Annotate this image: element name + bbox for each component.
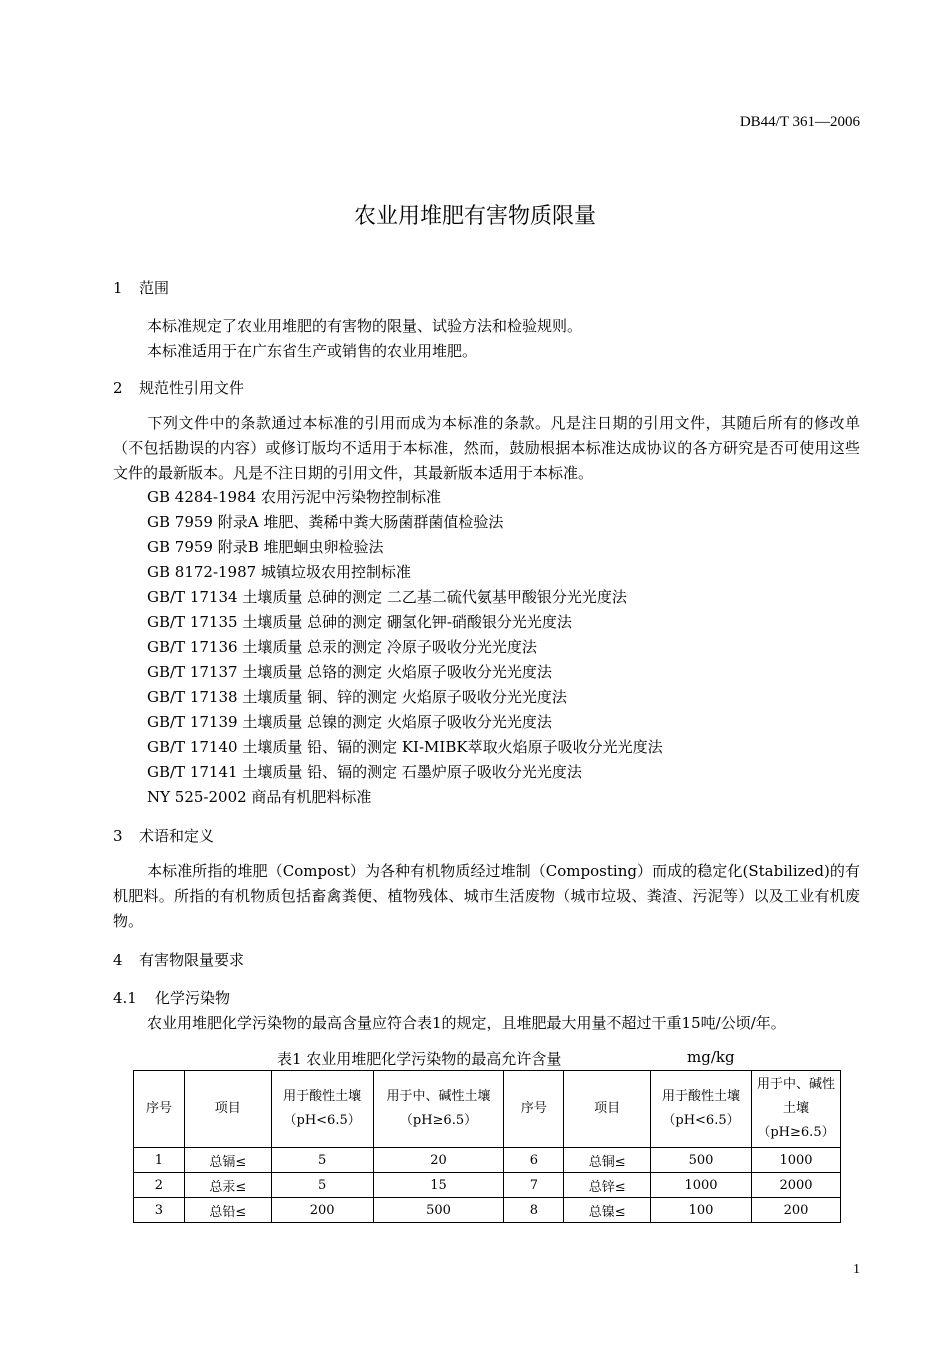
table-cell: 2 (134, 1173, 185, 1198)
section-3-heading (113, 825, 214, 846)
table-cell: 500 (373, 1198, 504, 1223)
section-2-heading (113, 377, 244, 398)
table-cell: 1000 (751, 1148, 840, 1173)
section-3-paragraph (113, 859, 860, 934)
reference-item: GB/T 17138 土壤质量 铜、锌的测定 火焰原子吸收分光光度法 (147, 688, 567, 706)
normative-references-list (147, 485, 663, 810)
table-cell: 15 (373, 1173, 504, 1198)
table-cell: 1 (134, 1148, 185, 1173)
header-cell: 用于中、碱性土壤（pH≥6.5） (373, 1071, 504, 1148)
table-cell: 8 (504, 1198, 564, 1223)
section-title: 有害物限量要求 (139, 951, 245, 969)
reference-item: GB/T 17136 土壤质量 总汞的测定 冷原子吸收分光光度法 (147, 638, 537, 656)
header-cell: 项目 (564, 1071, 651, 1148)
table-title: 表1 农业用堆肥化学污染物的最高允许含量 (277, 1050, 562, 1068)
section-title: 范围 (139, 279, 170, 297)
pollutant-limits-table (133, 1070, 841, 1223)
table-cell: 总铜≤ (564, 1148, 651, 1173)
table-cell: 总镉≤ (184, 1148, 271, 1173)
table-row (134, 1173, 841, 1198)
table-cell: 7 (504, 1173, 564, 1198)
standard-code: DB44/T 361—2006 (739, 114, 860, 130)
reference-item: GB 7959 附录A 堆肥、粪稀中粪大肠菌群菌值检验法 (147, 513, 504, 531)
section-4-1-heading (113, 987, 230, 1008)
table-cell: 总锌≤ (564, 1173, 651, 1198)
header-cell: 项目 (184, 1071, 271, 1148)
section-title: 规范性引用文件 (139, 379, 245, 397)
reference-item: GB/T 17139 土壤质量 总镍的测定 火焰原子吸收分光光度法 (147, 713, 552, 731)
table-caption (277, 1048, 735, 1069)
table-cell: 200 (271, 1198, 373, 1223)
section-4-1-paragraph: 农业用堆肥化学污染物的最高含量应符合表1的规定，且堆肥最大用量不超过干重15吨/公顷/年。 (147, 1014, 786, 1032)
header-cell: 用于中、碱性土壤（pH≥6.5） (751, 1071, 840, 1148)
header-cell: 序号 (504, 1071, 564, 1148)
section-number: 4 (113, 951, 123, 969)
table-cell: 总镍≤ (564, 1198, 651, 1223)
reference-item: GB/T 17140 土壤质量 铅、镉的测定 KI-MIBK萃取火焰原子吸收分光光度法 (147, 738, 663, 756)
reference-item: GB 8172-1987 城镇垃圾农用控制标准 (147, 563, 411, 581)
table-cell: 1000 (651, 1173, 752, 1198)
reference-item: GB/T 17134 土壤质量 总砷的测定 二乙基二硫代氨基甲酸银分光光度法 (147, 588, 627, 606)
section-4-heading (113, 949, 244, 970)
table-cell: 5 (271, 1173, 373, 1198)
reference-item: GB/T 17135 土壤质量 总砷的测定 硼氢化钾-硝酸银分光光度法 (147, 613, 572, 631)
table-cell: 6 (504, 1148, 564, 1173)
table-row (134, 1148, 841, 1173)
table-cell: 100 (651, 1198, 752, 1223)
page-number: 1 (853, 1262, 860, 1277)
section-title: 术语和定义 (139, 827, 215, 845)
section-1-para-2: 本标准适用于在广东省生产或销售的农业用堆肥。 (147, 342, 478, 360)
section-number: 3 (113, 827, 123, 845)
table-cell: 500 (651, 1148, 752, 1173)
table-cell: 20 (373, 1148, 504, 1173)
header-cell: 用于酸性土壤（pH<6.5） (271, 1071, 373, 1148)
table-row (134, 1198, 841, 1223)
header-cell: 用于酸性土壤（pH<6.5） (651, 1071, 752, 1148)
section-3-text: 本标准所指的堆肥（Compost）为各种有机物质经过堆制（Composting）而成的稳定化(Stabilized)的有机肥料。所指的有机物质包括畜禽粪便、植物残体、城市生活废物（城市垃圾、粪渣、污泥等）以及工业有机废物。 (113, 862, 860, 930)
table-cell: 总汞≤ (184, 1173, 271, 1198)
section-2-paragraph (113, 411, 860, 486)
section-number: 4.1 (113, 989, 137, 1007)
reference-item: GB 7959 附录B 堆肥蛔虫卵检验法 (147, 538, 384, 556)
section-number: 1 (113, 279, 123, 297)
reference-item: GB/T 17137 土壤质量 总铬的测定 火焰原子吸收分光光度法 (147, 663, 552, 681)
table-unit: mg/kg (687, 1048, 735, 1066)
section-number: 2 (113, 379, 123, 397)
table-cell: 总铅≤ (184, 1198, 271, 1223)
table-header-row (134, 1071, 841, 1148)
document-title: 农业用堆肥有害物质限量 (353, 204, 596, 229)
reference-item: GB/T 17141 土壤质量 铅、镉的测定 石墨炉原子吸收分光光度法 (147, 763, 582, 781)
table-cell: 2000 (751, 1173, 840, 1198)
section-1-para-1: 本标准规定了农业用堆肥的有害物的限量、试验方法和检验规则。 (147, 317, 583, 335)
table-cell: 5 (271, 1148, 373, 1173)
table-cell: 200 (751, 1198, 840, 1223)
section-2-text: 下列文件中的条款通过本标准的引用而成为本标准的条款。凡是注日期的引用文件，其随后所有的修改单（不包括勘误的内容）或修订版均不适用于本标准，然而，鼓励根据本标准达成协议的各方研究是否可使用这些文件的最新版本。凡是不注日期的引用文件，其最新版本适用于本标准。 (113, 414, 860, 482)
section-title: 化学污染物 (155, 989, 231, 1007)
table-cell: 3 (134, 1198, 185, 1223)
reference-item: NY 525-2002 商品有机肥料标准 (147, 788, 372, 806)
reference-item: GB 4284-1984 农用污泥中污染物控制标准 (147, 488, 441, 506)
section-1-heading (113, 277, 169, 298)
header-cell: 序号 (134, 1071, 185, 1148)
